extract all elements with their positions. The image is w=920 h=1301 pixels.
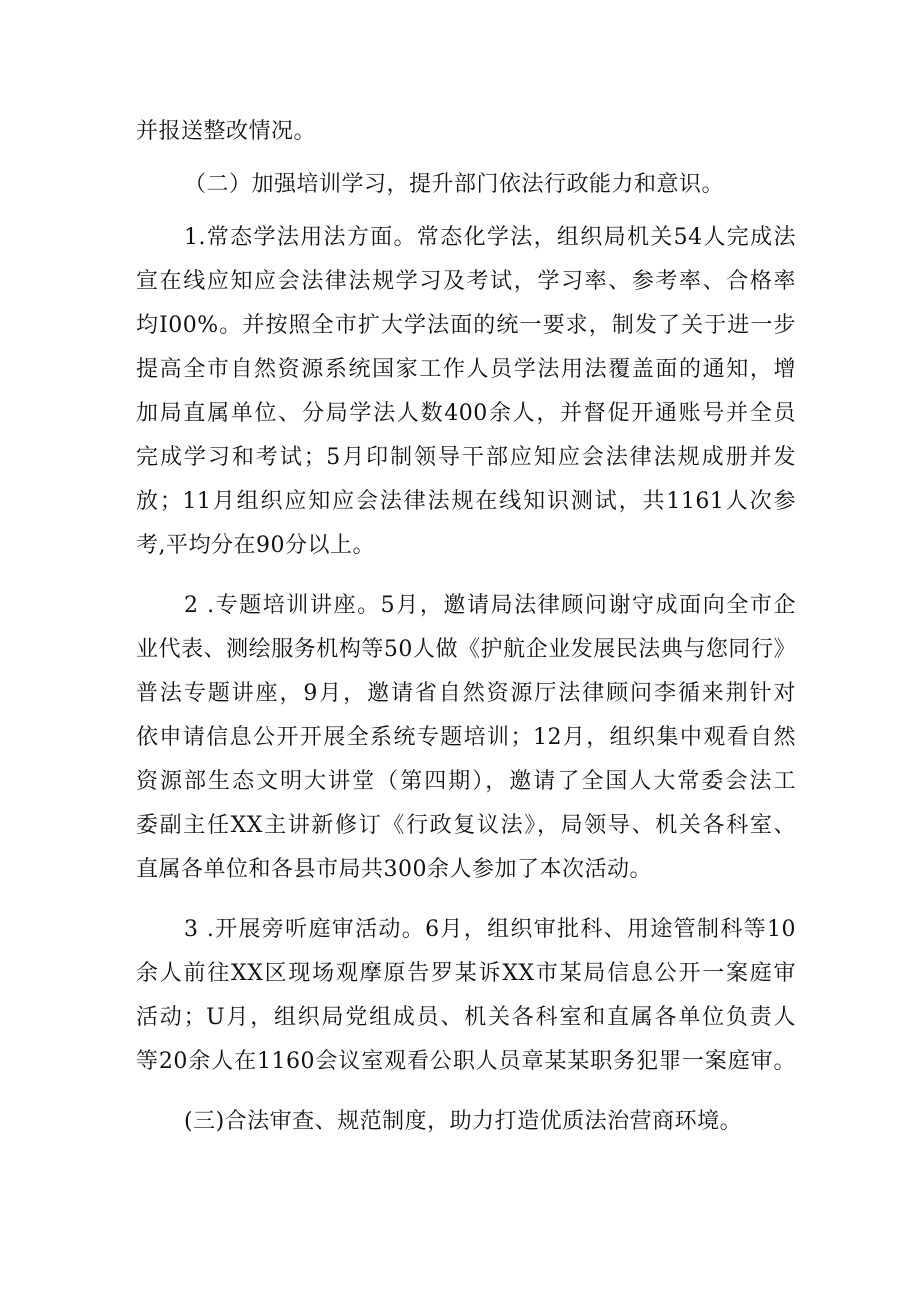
paragraph-1-line-2: 宣在线应知应会法律法规学习及考试，学习率、参考率、合格率 <box>136 269 796 294</box>
section-heading-3: (三)合法审查、规范制度，助力打造优质法治营商环境。 <box>184 1109 743 1134</box>
paragraph-3-line-1: 3 .开展旁听庭审活动。6月，组织审批科、用途管制科等10 <box>184 917 796 942</box>
paragraph-2-line-3: 普法专题讲座，9月，邀请省自然资源厅法律顾问李循来荆针对 <box>136 681 796 706</box>
section-heading-2: （二）加强培训学习，提升部门依法行政能力和意识。 <box>184 172 725 197</box>
paragraph-1-line-8: 考,平均分在90分以上。 <box>136 533 375 558</box>
paragraph-2-line-4: 依申请信息公开开展全系统专题培训；12月，组织集中观看自然 <box>136 725 796 750</box>
paragraph-continuation-line: 并报送整改情况。 <box>136 119 317 144</box>
paragraph-3-line-2: 余人前往XX区现场观摩原告罗某诉XX市某局信息公开一案庭审 <box>136 961 796 986</box>
paragraph-1-line-5: 加局直属单位、分局学法人数400余人，并督促开通账号并全员 <box>136 401 796 426</box>
paragraph-2-line-1: 2 .专题培训讲座。5月，邀请局法律顾问谢守成面向全市企 <box>184 593 796 618</box>
paragraph-3-line-3: 活动；U月，组织局党组成员、机关各科室和直属各单位负责人 <box>136 1005 796 1030</box>
paragraph-1-line-4: 提高全市自然资源系统国家工作人员学法用法覆盖面的通知，增 <box>136 357 796 382</box>
paragraph-1-line-7: 放；11月组织应知应会法律法规在线知识测试，共1161人次参 <box>136 489 796 514</box>
paragraph-2-line-5: 资源部生态文明大讲堂（第四期），邀请了全国人大常委会法工 <box>136 769 796 794</box>
paragraph-2-line-6: 委副主任XX主讲新修订《行政复议法》，局领导、机关各科室、 <box>136 813 796 838</box>
paragraph-2-line-2: 业代表、测绘服务机构等50人做《护航企业发展民法典与您同行》 <box>136 637 796 662</box>
paragraph-1-line-1: 1.常态学法用法方面。常态化学法，组织局机关54人完成法 <box>184 225 796 250</box>
paragraph-1-line-3: 均I00%。并按照全市扩大学法面的统一要求，制发了关于进一步 <box>136 313 796 338</box>
paragraph-2-line-7: 直属各单位和各县市局共300余人参加了本次活动。 <box>136 857 652 882</box>
paragraph-1-line-6: 完成学习和考试；5月印制领导干部应知应会法律法规成册并发 <box>136 445 796 470</box>
paragraph-3-line-4: 等20余人在1160会议室观看公职人员章某某职务犯罪一案庭审。 <box>136 1049 796 1074</box>
